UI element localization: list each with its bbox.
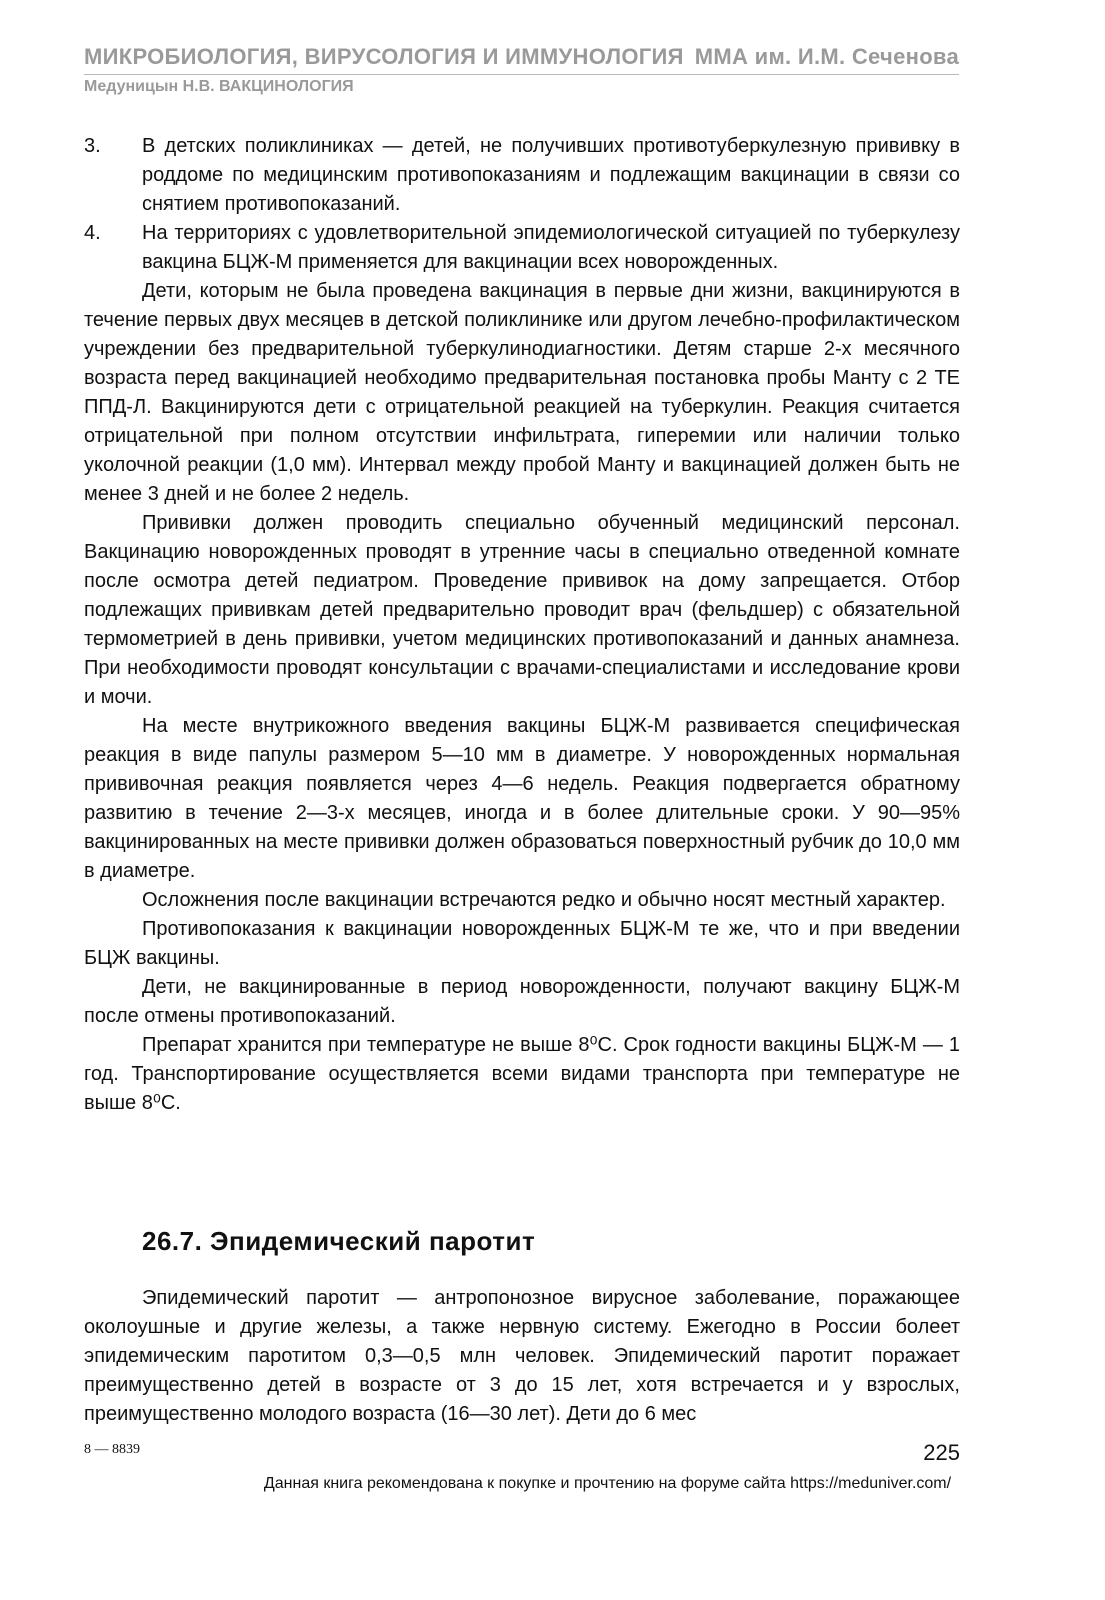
running-header [84,44,959,75]
list-item [84,219,960,277]
list-item [84,132,960,219]
section-heading: 26.7. Эпидемический паротит [142,1226,536,1256]
list-item-text: На территориях с удовлетворительной эпидемиологической ситуацией по туберкулезу вакцина БЦЖ-М применяется для вакцинации всех новорожденных. [142,222,960,273]
paragraph: Дети, которым не была проведена вакцинация в первые дни жизни, вакцинируются в течение первых двух месяцев в детской поликлинике или другом лечебно-профилактическом учреждении без предварительной туберкулинодиагностики. Детям старше 2-х месячного возраста перед вакцинацией необходимо предварительная постановка пробы Манту с 2 ТЕ ППД-Л. Вакцинируются дети с отрицательной реакцией на туберкулин. Реакция считается отрицательной при полном отсутствии инфильтрата, гиперемии или наличии только уколочной реакции (1,0 мм). Интервал между пробой Манту и вакцинацией должен быть не менее 3 дней и не более 2 недель. [84,280,960,505]
list-item-number: 3. [84,135,101,157]
paragraph: Осложнения после вакцинации встречаются редко и обычно носят местный характер. [142,889,946,911]
paragraph: Противопоказания к вакцинации новорожденных БЦЖ-М те же, что и при введении БЦЖ вакцины. [84,918,960,969]
signature-code: 8 — 8839 [84,1442,140,1457]
paragraph: Прививки должен проводить специально обученный медицинский персонал. Вакцинацию новорожденных проводят в утренние часы в специально отведенной комнате после осмотра детей педиатром. Проведение прививок на дому запрещается. Отбор подлежащих прививкам детей предварительно проводит врач (фельдшер) с обязательной термометрией в день прививки, учетом медицинских противопоказаний и данных анамнеза. При необходимости проводят консультации с врачами-специалистами и исследование крови и мочи. [84,512,960,708]
footer-note: Данная книга рекомендована к покупке и прочтению на форуме сайта https://meduniver.com/ [263,1475,952,1492]
list-item-number: 4. [84,222,101,244]
section-text [84,1284,960,1429]
page-number: 225 [923,1440,960,1465]
paragraph: Препарат хранится при температуре не выше 8⁰С. Срок годности вакцины БЦЖ-М — 1 год. Транспортирование осуществляется всеми видами транспорта при температуре не выше 8⁰С. [84,1034,960,1114]
main-text [84,132,960,1118]
paragraph: Дети, не вакцинированные в период новорожденности, получают вакцину БЦЖ-М после отмены противопоказаний. [84,976,960,1027]
paragraph: Эпидемический паротит — антропонозное вирусное заболевание, поражающее околоушные и другие железы, а также нервную систему. Ежегодно в России болеет эпидемическим паротитом 0,3—0,5 млн человек. Эпидемический паротит поражает преимущественно детей в возрасте от 3 до 15 лет, хотя встречается и у взрослых, преимущественно молодого возраста (16—30 лет). Дети до 6 мес [84,1287,960,1425]
paragraph: На месте внутрикожного введения вакцины БЦЖ-М развивается специфическая реакция в виде папулы размером 5—10 мм в диаметре. У новорожденных нормальная прививочная реакция появляется через 4—6 недель. Реакция подвергается обратному развитию в течение 2—3-х месяцев, иногда и в более длительные сроки. У 90—95% вакцинированных на месте прививки должен образоваться поверхностный рубчик до 10,0 мм в диаметре. [84,715,960,882]
header-author-title: Медуницын Н.В. ВАКЦИНОЛОГИЯ [84,78,354,95]
header-book-title: МИКРОБИОЛОГИЯ, ВИРУСОЛОГИЯ И ИММУНОЛОГИЯ [84,44,684,69]
header-institution: ММА им. И.М. Сеченова [694,44,959,69]
list-item-text: В детских поликлиниках — детей, не получивших противотуберкулезную прививку в роддоме по медицинским противопоказаниям и подлежащим вакцинации в связи со снятием противопоказаний. [142,135,960,215]
